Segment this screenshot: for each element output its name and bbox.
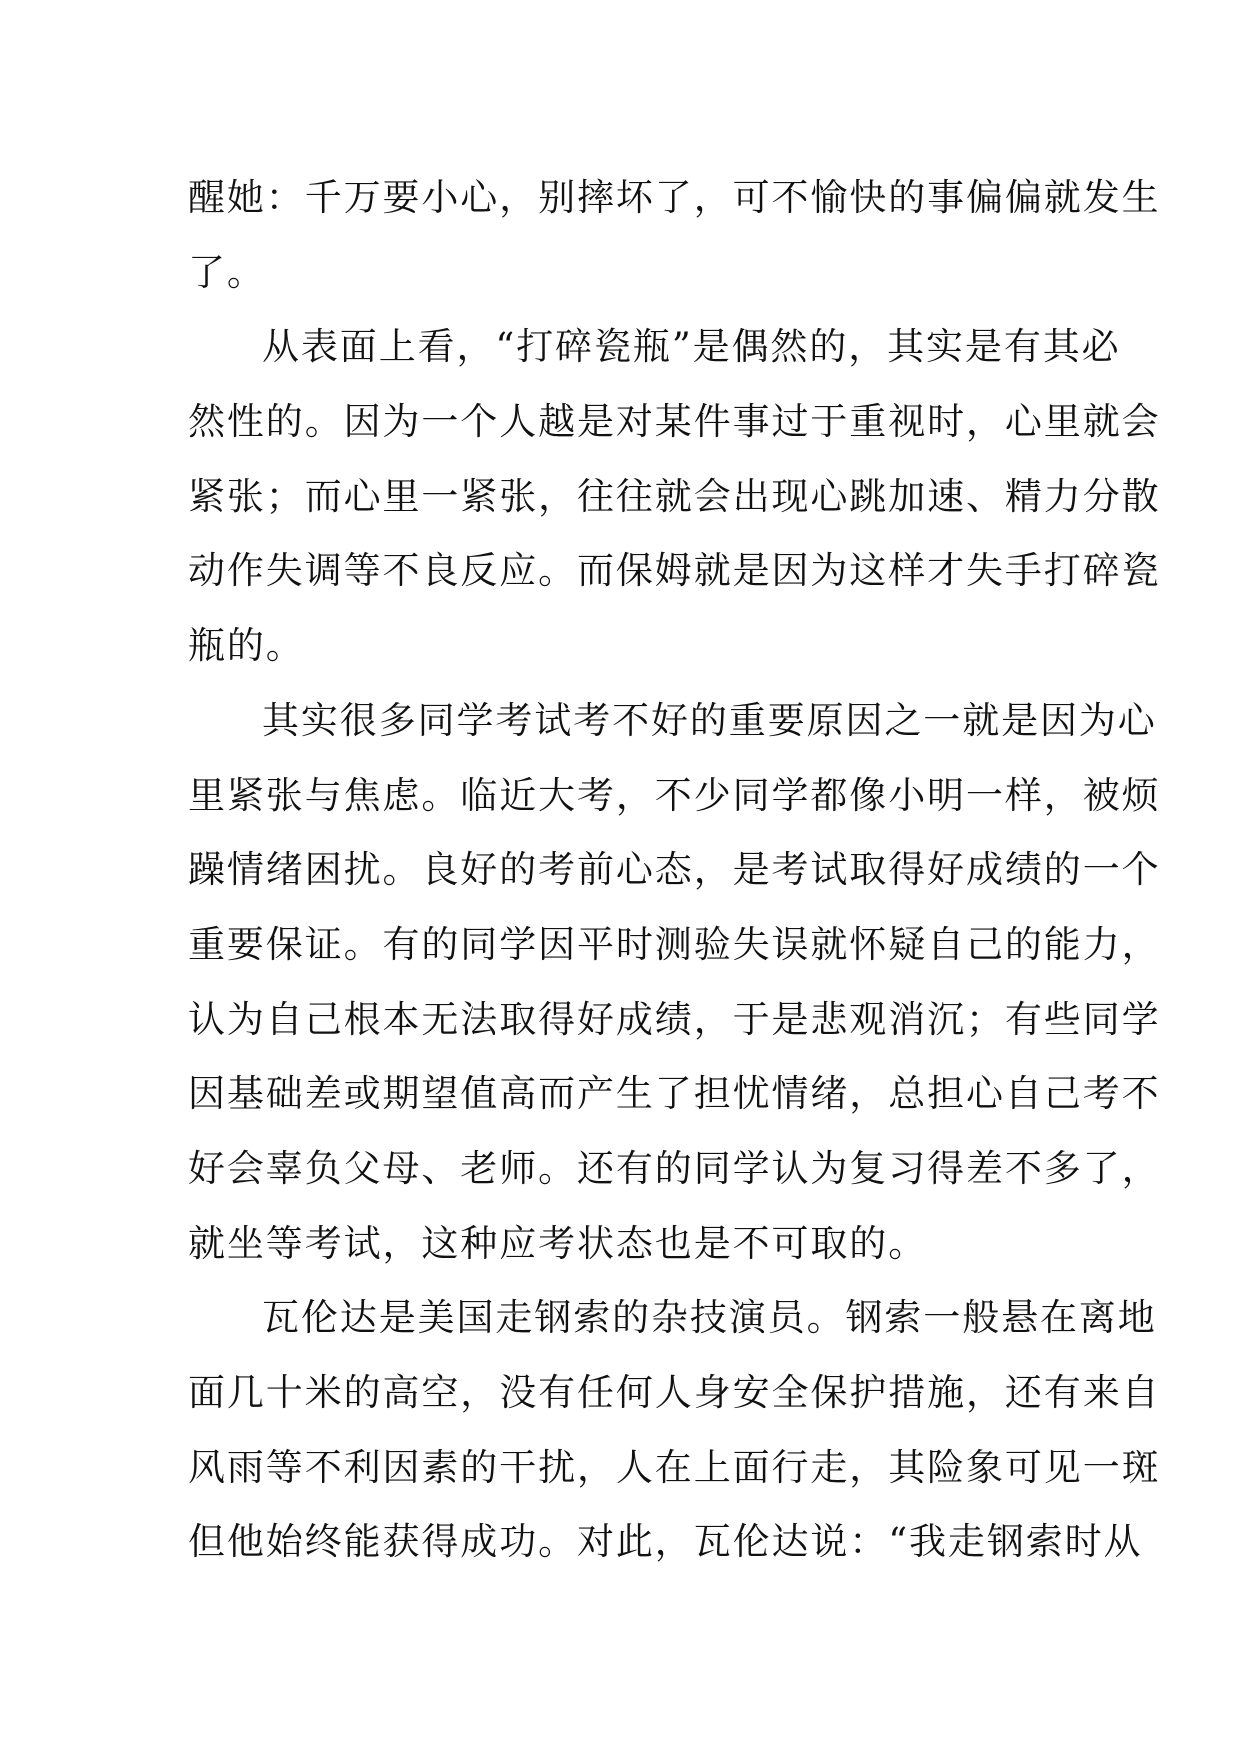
text-line: 但他始终能获得成功。对此，瓦伦达说：“我走钢索时从 [188, 1520, 1143, 1564]
body-text [188, 161, 1161, 1580]
text-line: 了。 [188, 250, 266, 294]
text-line: 面几十米的高空，没有任何人身安全保护措施，还有来自 [188, 1371, 1161, 1414]
text-line: 风雨等不利因素的干扰，人在上面行走，其险象可见一斑 [188, 1445, 1161, 1489]
text-line: 就坐等考试，这种应考状态也是不可取的。 [188, 1221, 928, 1265]
text-line: 因基础差或期望值高而产生了担忧情绪，总担心自己考不 [188, 1072, 1161, 1116]
text-line: 重要保证。有的同学因平时测验失误就怀疑自己的能力， [188, 922, 1161, 966]
text-line: 醒她：千万要小心，别摔坏了，可不愉快的事偏偏就发生 [188, 176, 1161, 219]
text-line: 认为自己根本无法取得好成绩，于是悲观消沉；有些同学 [188, 997, 1161, 1041]
paragraph-first-line: 从表面上看，“打碎瓷瓶”是偶然的，其实是有其必 [262, 325, 1121, 369]
text-line: 然性的。因为一个人越是对某件事过于重视时，心里就会 [188, 400, 1161, 444]
text-line: 瓶的。 [188, 624, 305, 668]
text-line: 里紧张与焦虑。临近大考，不少同学都像小明一样，被烦 [188, 773, 1161, 817]
text-line: 躁情绪困扰。良好的考前心态，是考试取得好成绩的一个 [188, 848, 1161, 892]
text-line: 紧张；而心里一紧张，往往就会出现心跳加速、精力分散 [188, 474, 1161, 518]
text-line: 动作失调等不良反应。而保姆就是因为这样才失手打碎瓷 [188, 549, 1161, 593]
paragraph-first-line: 其实很多同学考试考不好的重要原因之一就是因为心 [262, 698, 1157, 742]
paragraph-first-line: 瓦伦达是美国走钢索的杂技演员。钢索一般悬在离地 [262, 1296, 1157, 1340]
text-line: 好会辜负父母、老师。还有的同学认为复习得差不多了， [188, 1146, 1161, 1190]
